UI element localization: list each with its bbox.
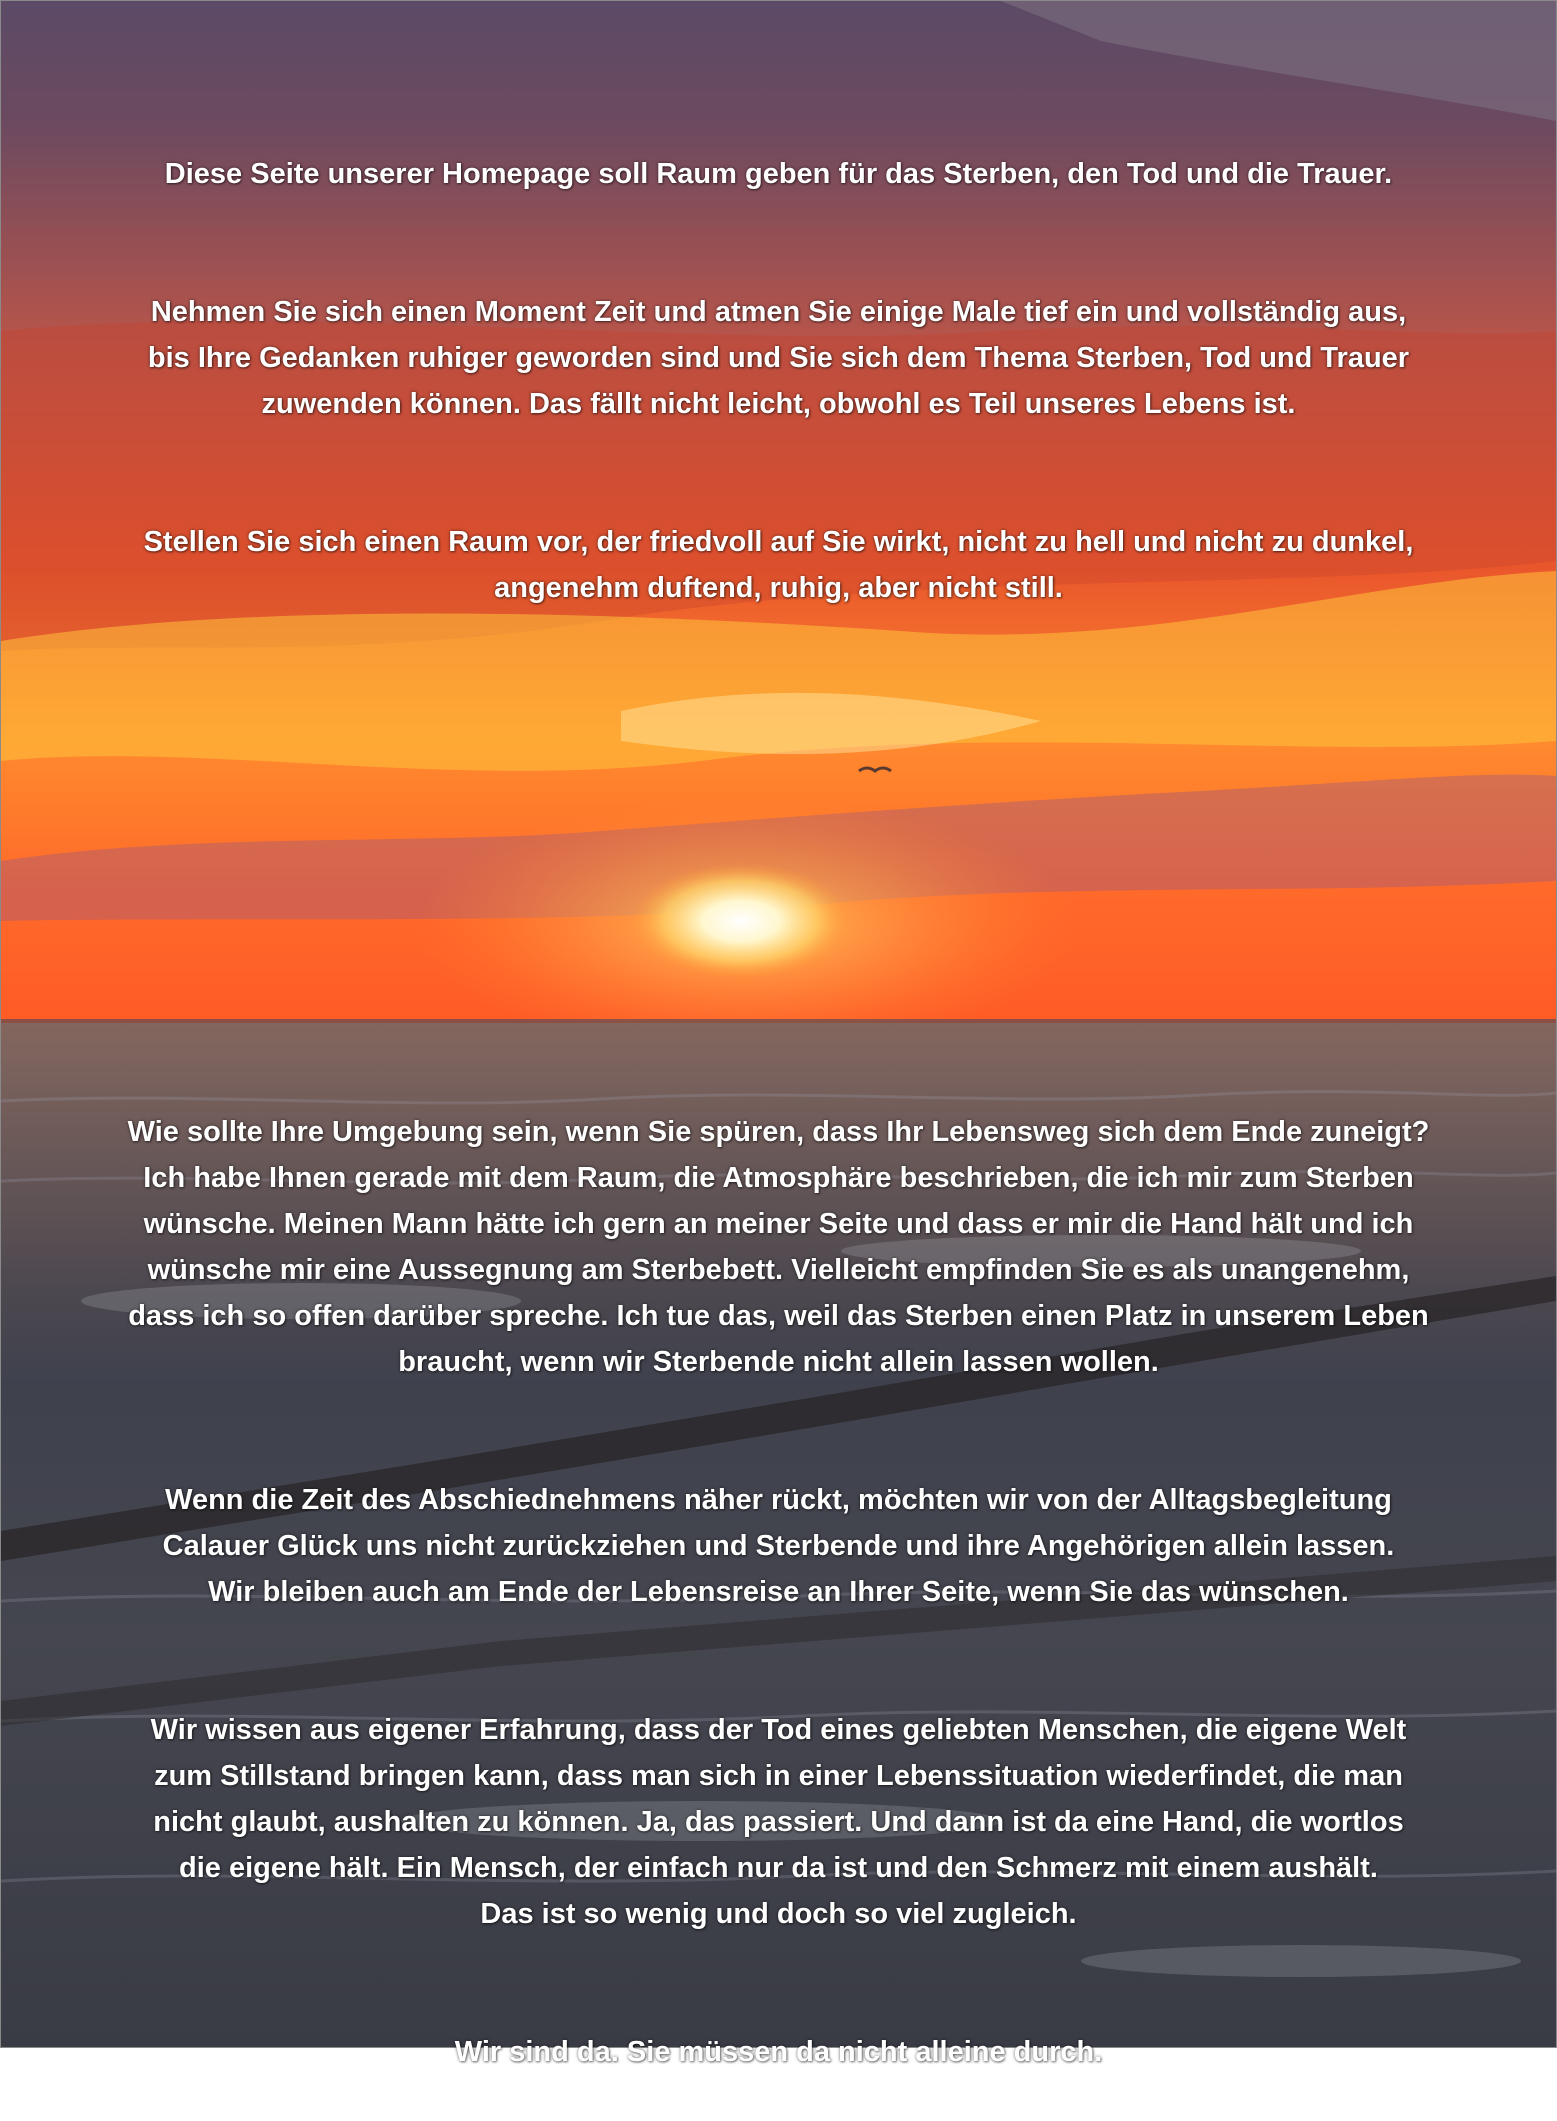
main-paragraph-1: Wie sollte Ihre Umgebung sein, wenn Sie spüren, dass Ihr Lebensweg sich dem Ende zuneigt? Ich habe Ihnen gerade mit dem Raum, die Atmosphäre beschrieben, die ich mir zum Sterben wünsche. Meinen Mann hätte ich gern an meiner Seite und dass er mir die Hand hält und ich wünsche mir eine Aussegnung am Sterbebett. Vielleicht empfinden Sie es als unangenehm, dass ich so offen darüber spreche. Ich tue das, weil das Sterben einen Platz in unserem Leben braucht, wenn wir Sterbende nicht allein lassen wollen.: [127, 1116, 1430, 1378]
intro-paragraph-2: Nehmen Sie sich einen Moment Zeit und atmen Sie einige Male tief ein und vollständig aus, bis Ihre Gedanken ruhiger geworden sind und Sie sich dem Thema Sterben, Tod und Trauer zuwenden können. Das fällt nicht leicht, obwohl es Teil unseres Lebens ist.: [147, 296, 1410, 420]
closing-line: Wir sind da. Sie müssen da nicht alleine durch.: [454, 2036, 1103, 2068]
intro-paragraph-1: Diese Seite unserer Homepage soll Raum geben für das Sterben, den Tod und die Trauer.: [164, 158, 1393, 190]
intro-text-block: [1, 105, 1556, 657]
main-paragraph-3: Wir wissen aus eigener Erfahrung, dass der Tod eines geliebten Menschen, die eigene Welt zum Stillstand bringen kann, dass man sich in einer Lebenssituation wiederfindet, die man nicht glaubt, aushalten zu können. Ja, das passiert. Und dann ist da eine Hand, die wortlos die eigene hält. Ein Mensch, der einfach nur da ist und den Schmerz mit einem aushält. Das ist so wenig und doch so viel zugleich.: [150, 1714, 1407, 1930]
main-text-block: [1, 1063, 1556, 2121]
intro-paragraph-3: Stellen Sie sich einen Raum vor, der friedvoll auf Sie wirkt, nicht zu hell und nicht zu dunkel, angenehm duftend, ruhig, aber nicht still.: [143, 526, 1414, 604]
main-paragraph-2: Wenn die Zeit des Abschiednehmens näher rückt, möchten wir von der Alltagsbegleitung Calauer Glück uns nicht zurückziehen und Sterbende und ihre Angehörigen allein lassen. Wir bleiben auch am Ende der Lebensreise an Ihrer Seite, wenn Sie das wünschen.: [162, 1484, 1395, 1608]
